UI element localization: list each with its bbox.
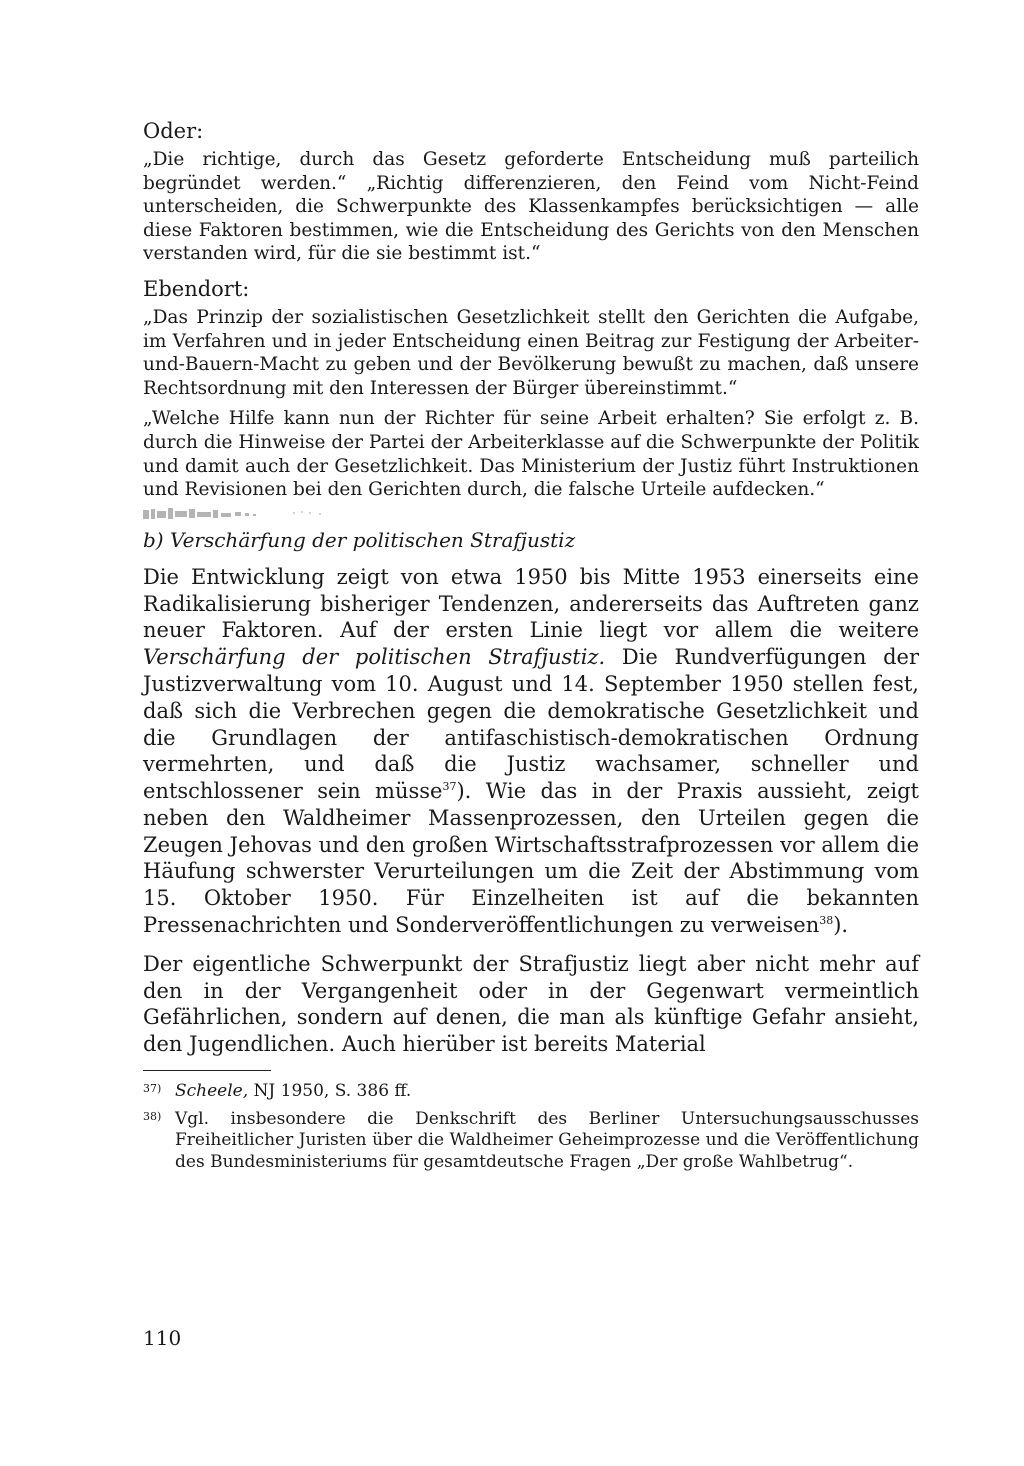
body-paragraph-1-text-a: Die Entwicklung zeigt von etwa 1950 bis Mitte 1953 einerseits eine Radikalisierung bisheriger Tendenzen, andererseits das Auftreten ganz neuer Faktoren. Auf der ersten Linie liegt vor allem die weitere <box>143 564 919 643</box>
body-paragraph-1-text-b: Die Rundverfügungen der Justizverwaltung vom 10. August und 14. September 1950 stellen fest, daß sich die Verbrechen gegen die demokratische Gesetzlichkeit und die Grundlagen der antifaschistisch-demokratischen Ordnung vermehrten, und daß die Justiz wachsamer, schneller und entschlossener sein müsse <box>143 645 919 804</box>
book-page <box>143 118 919 1179</box>
footnote-37-mark: 37) <box>143 1082 162 1096</box>
page-number: 110 <box>143 1326 182 1350</box>
section-heading: b) Verschärfung der politischen Strafjustiz <box>143 527 576 552</box>
ink-smudge-mark <box>143 504 333 522</box>
footnote-37-body: NJ 1950, S. 386 ff. <box>248 1081 412 1102</box>
label-oder: Oder: <box>143 119 204 143</box>
footnote-37-text <box>175 1081 919 1103</box>
body-paragraph-1-text-d: ). <box>833 913 849 938</box>
quote-paragraph-1: „Die richtige, durch das Gesetz geforderte Entscheidung muß parteilich begründet werden.“ „Richtig differenzieren, den Feind vom Nicht-Feind unterscheiden, die Schwerpunkte des Klassenkampfes berücksichtigen — alle diese Faktoren bestimmen, wie die Entscheidung des Gerichts von den Menschen verstanden wird, für die sie bestimmt ist.“ <box>143 149 919 265</box>
footnote-37 <box>143 1081 919 1103</box>
footnote-38 <box>143 1109 919 1174</box>
label-ebendort: Ebendort: <box>143 276 250 301</box>
footnote-38-mark: 38) <box>143 1109 162 1123</box>
body-paragraph-2: Der eigentliche Schwerpunkt der Strafjustiz liegt aber nicht mehr auf den in der Vergangenheit oder in der Gegenwart vermeintlich Gefährlichen, sondern auf denen, die man als künftige Gefahr ansieht, den Jugendlichen. Auch hierüber ist bereits Material <box>143 951 919 1057</box>
footnote-38-text: Vgl. insbesondere die Denkschrift des Berliner Untersuchungsausschusses Freiheitlicher Juristen über die Waldheimer Geheimprozesse und die Veröffentlichung des Bundesministeriums für gesamtdeutsche Fragen „Der große Wahlbetrug“. <box>175 1108 919 1172</box>
footnote-ref-37: 37 <box>442 780 457 794</box>
footnote-37-author: Scheele, <box>175 1081 249 1102</box>
body-paragraph-1-text-c: ). Wie das in der Praxis aussieht, zeigt neben den Waldheimer Massenprozessen, den Urteilen gegen die Zeugen Jehovas und den großen Wirtschaftsstrafprozessen vor allem die Häufung schwerster Verurteilungen um die Zeit der Abstimmung vom 15. Oktober 1950. Für Einzelheiten ist auf die bekannten Pressenachrichten und Sonderveröffentlichungen zu verweisen <box>143 779 919 938</box>
footnote-separator <box>143 1070 271 1071</box>
quote-paragraph-2: „Das Prinzip der sozialistischen Gesetzlichkeit stellt den Gerichten die Aufgabe, im Verfahren und in jeder Entscheidung einen Beitrag zur Festigung der Arbeiter-und-Bauern-Macht zu geben und der Bevölkerung bewußt zu machen, daß unsere Rechtsordnung mit den Interessen der Bürger übereinstimmt.“ <box>143 306 919 399</box>
body-paragraph-1-emphasis: Verschärfung der politischen Strafjustiz. <box>143 645 606 670</box>
body-paragraph-1 <box>143 564 919 939</box>
quote-paragraph-3: „Welche Hilfe kann nun der Richter für seine Arbeit erhalten? Sie erfolgt z. B. durch die Hinweise der Partei der Arbeiterklasse auf die Schwerpunkte der Politik und damit auch der Gesetzlichkeit. Das Ministerium der Justiz führt Instruktionen und Revisionen bei den Gerichten durch, die falsche Urteile aufdecken.“ <box>143 408 919 501</box>
footnote-ref-38: 38 <box>819 914 834 928</box>
